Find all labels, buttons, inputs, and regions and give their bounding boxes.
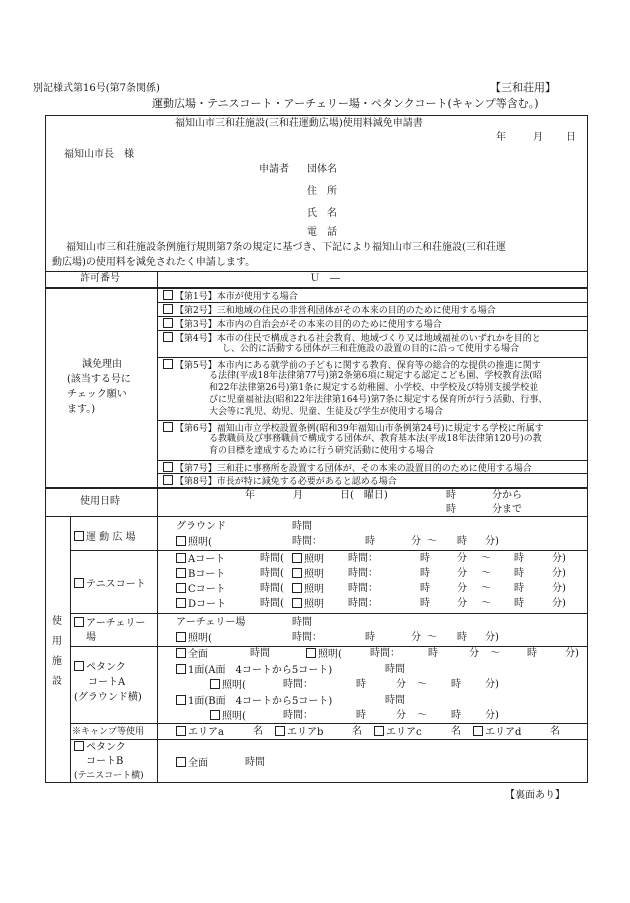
petanque-b-option[interactable]: ペタンク: [74, 741, 126, 754]
tennis-d-hm-4: 時: [514, 598, 524, 609]
tennis-c-light-time: 時間：: [348, 583, 378, 594]
camp-area-c[interactable]: エリアc: [374, 726, 422, 739]
reason-3-checkbox[interactable]: [163, 318, 173, 328]
archery-checkbox[interactable]: [74, 617, 84, 627]
camp-area-a-checkbox[interactable]: [176, 726, 186, 736]
reason-label-3: チェック願い: [67, 389, 127, 400]
reason-5-line-3: 和22年法律第26号)第1条に規定する幼稚園、小学校、中学校及び特別支援学校並: [209, 383, 539, 393]
reason-label-4: ます。): [67, 404, 96, 415]
tennis-b-light-checkbox[interactable]: [292, 568, 302, 578]
reason-6-line-3: 育の目標を達成するために行う研究活動に使用する場合: [209, 446, 435, 456]
petanque-a-half-b-light[interactable]: 照明(: [210, 710, 246, 723]
petanque-a-half-b-light-checkbox[interactable]: [210, 710, 220, 720]
reason-7-checkbox[interactable]: [163, 462, 173, 472]
date-day-label: 日: [566, 132, 576, 143]
tennis-court-b-checkbox[interactable]: [176, 568, 186, 578]
petanque-a-half-a-time: 時間: [385, 664, 405, 675]
usage-month: 月: [293, 490, 303, 501]
reason-item-1[interactable]: 【第1号】本市が使用する場合: [163, 290, 298, 302]
facility-side-1: 使: [52, 616, 62, 627]
petanque-a-half-a-hm-2: 分: [396, 679, 406, 690]
undo-facility-option[interactable]: 運 動 広 場: [74, 531, 136, 544]
tennis-court-c[interactable]: Cコート: [176, 583, 226, 596]
reason-5-checkbox[interactable]: [163, 359, 173, 369]
tennis-b-hm-4: 時: [514, 568, 524, 579]
facility-side-2: 用: [52, 636, 62, 647]
intro-line-2: 動広場)の使用料を減免されたく申請します。: [52, 257, 256, 268]
archery-hm-4: 時: [457, 632, 467, 643]
usage-end-hour: 時: [446, 504, 456, 515]
petanque-a-half-b-hm-1: 時: [356, 710, 366, 721]
petanque-b-full-checkbox[interactable]: [176, 757, 186, 767]
reason-item-3[interactable]: 【第3号】本市内の自治会がその本来の目的のために使用する場合: [163, 318, 442, 330]
undo-hm-2: 分: [411, 536, 421, 547]
form-title: 福知山市三和荘施設(三和荘運動広場)使用料減免申請書: [175, 118, 423, 129]
permit-number-label: 許可番号: [80, 273, 120, 284]
archery-light-checkbox[interactable]: [176, 632, 186, 642]
archery-hm-5: 分): [485, 632, 499, 643]
reason-2-checkbox[interactable]: [163, 304, 173, 314]
petanque-a-half-a-hm-5: 分): [485, 679, 499, 690]
petanque-a-full-hm-1: 時: [428, 648, 438, 659]
camp-area-d-unit: 名: [550, 726, 560, 737]
tennis-court-a-checkbox[interactable]: [176, 553, 186, 563]
archery-light-time: 時間：: [292, 632, 322, 643]
facility-side-3: 施: [52, 656, 62, 667]
usage-start-minute: 分から: [492, 490, 522, 501]
petanque-a-half-a[interactable]: 1面(A面 4コートから5コート): [176, 664, 332, 677]
camp-label: ※キャンプ等使用: [72, 727, 145, 737]
tennis-c-hm-3: 〜: [481, 583, 491, 594]
petanque-a-half-b-checkbox[interactable]: [176, 695, 186, 705]
addressee: 福知山市長 様: [64, 149, 134, 160]
reason-1-checkbox[interactable]: [163, 290, 173, 300]
petanque-a-half-a-light-checkbox[interactable]: [210, 679, 220, 689]
tennis-b-time: 時間(: [260, 568, 284, 579]
applicant-address-label: 住 所: [307, 186, 337, 197]
tennis-court-b[interactable]: Bコート: [176, 568, 225, 581]
tennis-a-light[interactable]: 照明: [292, 553, 324, 566]
tennis-a-time: 時間(: [260, 553, 284, 564]
usage-start-hour: 時: [446, 490, 456, 501]
tennis-a-light-time: 時間：: [348, 553, 378, 564]
camp-area-d[interactable]: エリアd: [473, 726, 521, 739]
tennis-a-hm-2: 分: [457, 553, 467, 564]
date-month-label: 月: [533, 132, 543, 143]
petanque-a-half-b-time: 時間: [385, 695, 405, 706]
petanque-b-name-2: コートB: [86, 756, 124, 767]
tennis-a-hm-1: 時: [420, 553, 430, 564]
undo-hm-3: 〜: [427, 536, 437, 547]
undo-hm-5: 分): [485, 536, 499, 547]
intro-line-1: 福知山市三和荘施設条例施行規則第7条の規定に基づき、下記により福知山市三和荘施設(三和荘運: [66, 242, 506, 253]
petanque-b-full[interactable]: 全面: [176, 757, 208, 770]
applicant-name-label: 氏 名: [307, 208, 337, 219]
petanque-a-half-b-hm-2: 分: [396, 710, 406, 721]
archery-field-label: アーチェリー場: [176, 617, 246, 628]
reason-item-7[interactable]: 【第7号】三和荘に事務所を設置する団体が、その本来の設置目的のために使用する場合: [163, 462, 532, 474]
reason-item-8[interactable]: 【第8号】市長が特に減免する必要があると認める場合: [163, 475, 397, 487]
petanque-a-checkbox[interactable]: [74, 661, 84, 671]
petanque-a-half-a-hm-1: 時: [356, 679, 366, 690]
reason-6-checkbox[interactable]: [163, 422, 173, 432]
petanque-a-half-a-light-time: 時間：: [283, 679, 313, 690]
date-year-label: 年: [496, 132, 506, 143]
reason-4-line-2: し、公的に活動する団体が三和荘施設の設置の目的に沿って使用する場合: [222, 344, 520, 354]
petanque-a-full-checkbox[interactable]: [176, 648, 186, 658]
tennis-d-light-time: 時間：: [348, 598, 378, 609]
petanque-a-full-light[interactable]: 照明(: [306, 648, 342, 661]
tennis-court-d[interactable]: Dコート: [176, 598, 226, 611]
permit-number-value[interactable]: Ｕ ―: [310, 273, 340, 284]
tennis-c-hm-5: 分): [552, 583, 566, 594]
form-subtitle: 運動広場・テニスコート・アーチェリー場・ペタンクコート(キャンプ等含む。): [152, 97, 539, 110]
applicant-group-label: 団体名: [307, 164, 337, 175]
archery-hm-3: 〜: [427, 632, 437, 643]
usage-day-weekday: 日( 曜日): [340, 490, 388, 501]
tennis-a-hm-4: 時: [514, 553, 524, 564]
tennis-c-light-checkbox[interactable]: [292, 583, 302, 593]
archery-name-line-2: 場: [86, 632, 96, 643]
applicant-label: 申請者: [259, 164, 289, 175]
tennis-court-c-checkbox[interactable]: [176, 583, 186, 593]
petanque-a-half-b-hm-5: 分): [485, 710, 499, 721]
camp-area-b-checkbox[interactable]: [275, 726, 285, 736]
reason-item-2[interactable]: 【第2号】三和地域の住民の非営利団体がその本来の目的のために使用する場合: [163, 304, 496, 316]
tennis-checkbox[interactable]: [74, 578, 84, 588]
camp-area-d-checkbox[interactable]: [473, 726, 483, 736]
reason-5-line-2: る法律(平成18年法律第77号)第2条第6項に規定する認定こども園、学校教育法(昭: [209, 371, 542, 381]
petanque-a-full-time: 時間: [250, 648, 270, 659]
reason-4-checkbox[interactable]: [163, 332, 173, 342]
undo-hm-4: 時: [457, 536, 467, 547]
facility-tag: 【三和荘用】: [490, 81, 556, 94]
petanque-a-half-a-hm-3: 〜: [417, 679, 427, 690]
reason-item-6[interactable]: 【第6号】福知山市立学校設置条例(昭和39年福知山市条例第24号)に規定する学校に所属す: [163, 422, 544, 434]
camp-area-a[interactable]: エリアa: [176, 726, 224, 739]
tennis-a-light-checkbox[interactable]: [292, 553, 302, 563]
tennis-b-hm-2: 分: [457, 568, 467, 579]
petanque-a-half-b-hm-3: 〜: [417, 710, 427, 721]
tennis-d-hm-5: 分): [552, 598, 566, 609]
facility-side-4: 設: [52, 676, 62, 687]
tennis-c-hm-2: 分: [457, 583, 467, 594]
petanque-a-half-b-light-time: 時間：: [283, 710, 313, 721]
tennis-a-hm-3: 〜: [481, 553, 491, 564]
reason-5-line-4: びに児童福祉法(昭和22年法律第164号)第7条に規定する保育所が行う活動、行事、: [209, 395, 548, 405]
usage-end-minute: 分まで: [492, 504, 522, 515]
petanque-a-full-light-time: 時間：: [370, 648, 400, 659]
petanque-a-name-2: コートA: [88, 677, 126, 688]
tennis-b-hm-3: 〜: [481, 568, 491, 579]
reason-8-checkbox[interactable]: [163, 475, 173, 485]
undo-checkbox[interactable]: [74, 531, 84, 541]
camp-area-b-unit: 名: [352, 726, 362, 737]
back-side-note: 【裏面あり】: [505, 790, 565, 801]
usage-year: 年: [245, 490, 255, 501]
undo-ground-label: グラウンド: [176, 521, 226, 532]
undo-hm-1: 時: [365, 536, 375, 547]
tennis-d-hm-2: 分: [457, 598, 467, 609]
petanque-b-checkbox[interactable]: [74, 741, 84, 751]
tennis-b-hm-5: 分): [552, 568, 566, 579]
tennis-facility-option[interactable]: テニスコート: [74, 578, 146, 591]
undo-light-time-label: 時間：: [292, 536, 322, 547]
petanque-b-time: 時間: [245, 757, 265, 768]
archery-light-option[interactable]: 照明(: [176, 632, 212, 645]
tennis-b-light[interactable]: 照明: [292, 568, 324, 581]
tennis-d-light-checkbox[interactable]: [292, 598, 302, 608]
archery-hm-1: 時: [365, 632, 375, 643]
tennis-c-hm-1: 時: [420, 583, 430, 594]
reason-item-4[interactable]: 【第4号】本市の住民で構成される社会教育、地域づくり又は地域福祉のいずれかを目的と: [163, 332, 541, 344]
petanque-a-half-a-light[interactable]: 照明(: [210, 679, 246, 692]
reason-label-2: (該当する号に: [67, 374, 131, 385]
form-number: 別記様式第16号(第7条関係): [33, 83, 160, 94]
petanque-a-full-hm-3: 〜: [490, 648, 500, 659]
tennis-c-time: 時間(: [260, 583, 284, 594]
tennis-b-hm-1: 時: [420, 568, 430, 579]
petanque-a-full-hm-5: 分): [565, 648, 579, 659]
usage-datetime-label: 使用日時: [80, 496, 120, 507]
tennis-d-time: 時間(: [260, 598, 284, 609]
applicant-phone-label: 電 話: [307, 227, 337, 238]
petanque-a-full-hm-2: 分: [469, 648, 479, 659]
petanque-a-half-a-hm-4: 時: [451, 679, 461, 690]
tennis-court-a[interactable]: Aコート: [176, 553, 225, 566]
petanque-a-full[interactable]: 全面: [176, 648, 208, 661]
petanque-a-half-b-hm-4: 時: [451, 710, 461, 721]
petanque-a-half-a-checkbox[interactable]: [176, 664, 186, 674]
tennis-d-hm-1: 時: [420, 598, 430, 609]
undo-light-checkbox[interactable]: [176, 536, 186, 546]
petanque-a-half-b[interactable]: 1面(B面 4コートから5コート): [176, 695, 332, 708]
tennis-d-light[interactable]: 照明: [292, 598, 324, 611]
petanque-a-full-light-checkbox[interactable]: [306, 648, 316, 658]
camp-area-c-unit: 名: [451, 726, 461, 737]
tennis-b-light-time: 時間：: [348, 568, 378, 579]
archery-hm-2: 分: [411, 632, 421, 643]
reason-5-line-5: 大会等に乳児、幼児、児童、生徒及び学生が使用する場合: [209, 407, 444, 417]
undo-ground-time-label: 時間: [292, 521, 312, 532]
petanque-a-option[interactable]: ペタンク: [74, 661, 126, 674]
reason-6-line-2: る教職員及び事務職員で構成する団体が、教育基本法(平成18年法律第120号)の教: [209, 434, 542, 444]
reason-label-1: 減免理由: [82, 359, 122, 370]
camp-area-c-checkbox[interactable]: [374, 726, 384, 736]
camp-area-b[interactable]: エリアb: [275, 726, 323, 739]
tennis-c-hm-4: 時: [514, 583, 524, 594]
tennis-c-light[interactable]: 照明: [292, 583, 324, 596]
petanque-a-full-hm-4: 時: [527, 648, 537, 659]
archery-facility-option[interactable]: アーチェリー: [74, 617, 145, 630]
reason-item-5[interactable]: 【第5号】本市内にある就学前の子どもに関する教育、保育等の総合的な提供の推進に関す: [163, 359, 541, 371]
tennis-d-hm-3: 〜: [481, 598, 491, 609]
tennis-a-hm-5: 分): [552, 553, 566, 564]
petanque-b-name-3: (テニスコート横): [74, 771, 144, 781]
petanque-a-name-3: (グラウンド横): [74, 692, 142, 703]
undo-light-option[interactable]: 照明(: [176, 536, 212, 549]
camp-area-a-unit: 名: [253, 726, 263, 737]
archery-time-label: 時間: [292, 617, 312, 628]
tennis-court-d-checkbox[interactable]: [176, 598, 186, 608]
